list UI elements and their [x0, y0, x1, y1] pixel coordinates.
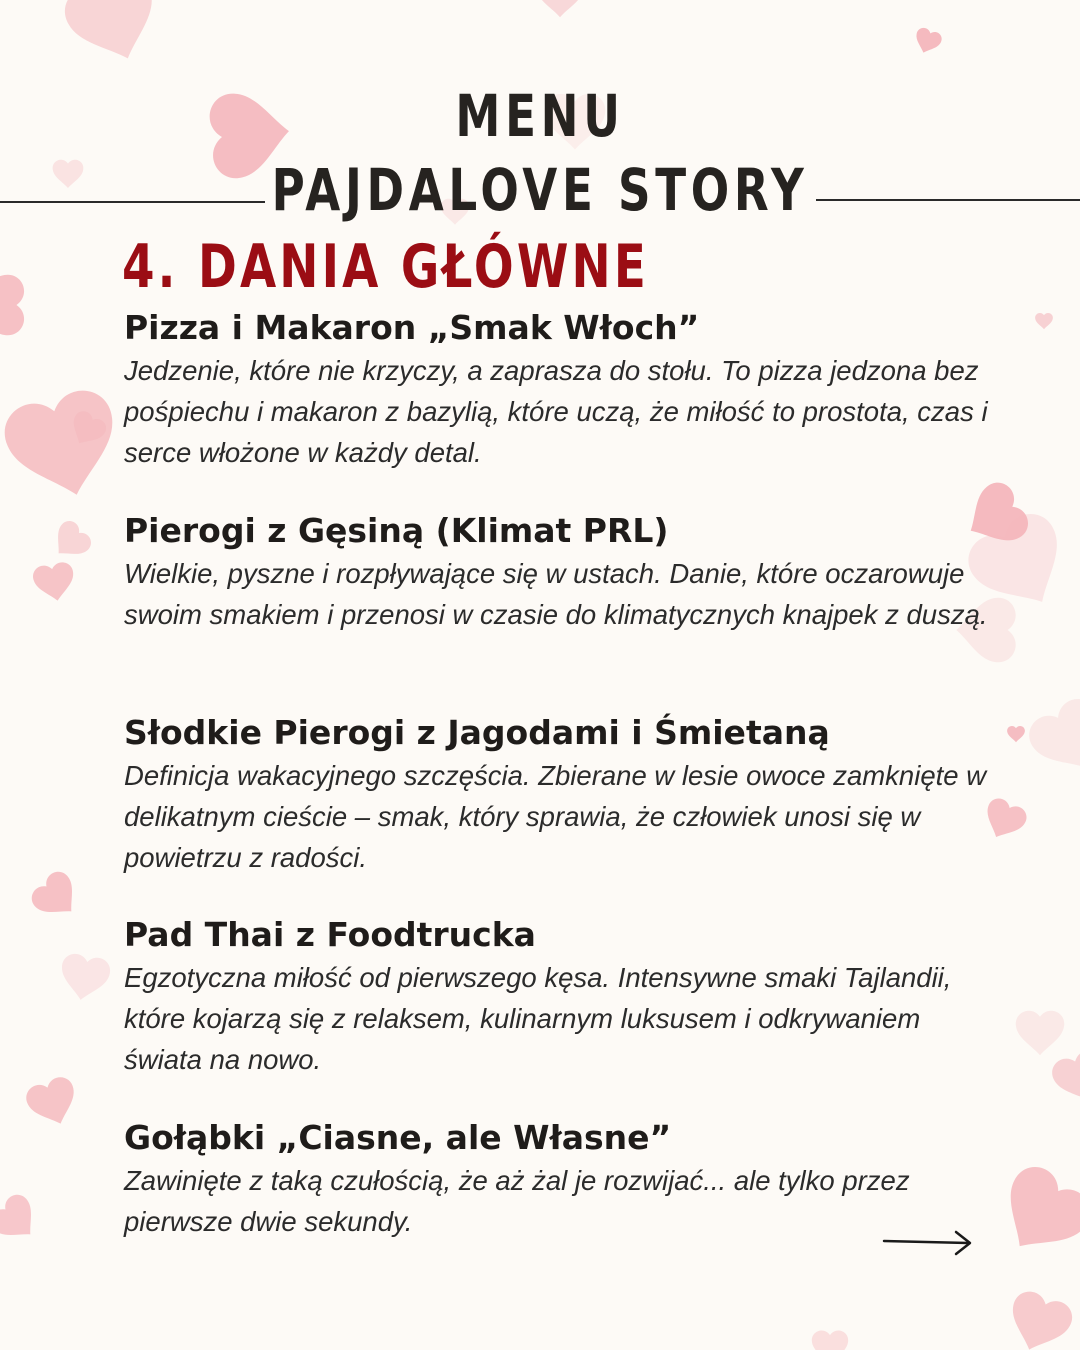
dish-name: Gołąbki „Ciasne, ale Własne” [124, 1118, 672, 1157]
dish-name: Pierogi z Gęsiną (Klimat PRL) [124, 511, 669, 550]
heart-icon [812, 1331, 848, 1350]
dish-name: Pad Thai z Foodtrucka [124, 915, 536, 954]
dish-description: Wielkie, pyszne i rozpływające się w ustach. Danie, które oczarowuje swoim smakiem i przenosi w czasie do klimatycznych knajpek z duszą. [124, 558, 988, 630]
dish-item [124, 913, 1004, 1080]
menu-title: MENU [455, 82, 625, 150]
section-title: 4. DANIA GŁÓWNE [122, 232, 649, 302]
heart-icon [27, 867, 87, 927]
dish-item [124, 1116, 1004, 1242]
dish-description: Egzotyczna miłość od pierwszego kęsa. Intensywne smaki Tajlandii, które kojarzą się z relaksem, kulinarnym luksusem i odkrywaniem świata na nowo. [124, 962, 952, 1075]
heart-icon [23, 1074, 84, 1132]
heart-icon [1016, 1011, 1064, 1055]
dish-item [124, 711, 1004, 878]
heart-icon [1035, 313, 1053, 329]
arrow-right-icon[interactable] [882, 1228, 974, 1258]
heart-icon [1001, 1287, 1077, 1350]
heart-icon [58, 0, 169, 74]
heart-icon [0, 1190, 46, 1250]
heart-icon [57, 952, 112, 1004]
dish-name: Pizza i Makaron „Smak Włoch” [124, 308, 700, 347]
dish-description: Zawinięte z taką czułością, że aż żal je rozwijać... ale tylko przez pierwsze dwie sekundy. [124, 1165, 910, 1237]
divider-left [0, 201, 265, 203]
dish-item [124, 306, 1004, 473]
heart-icon [536, 0, 584, 17]
heart-icon [0, 275, 24, 336]
heart-icon [911, 26, 943, 57]
dish-name: Słodkie Pierogi z Jagodami i Śmietaną [124, 713, 830, 752]
heart-icon [46, 517, 95, 566]
heart-icon [53, 160, 84, 188]
dish-item [124, 509, 1004, 635]
divider-right [816, 199, 1080, 201]
heart-icon [1007, 726, 1025, 742]
restaurant-title: PAJDALOVE STORY [271, 156, 809, 224]
heart-icon [0, 384, 129, 509]
heart-icon [1022, 692, 1080, 786]
heart-icon [31, 561, 77, 604]
dish-description: Jedzenie, które nie krzyczy, a zaprasza do stołu. To pizza jedzona bez pośpiechu i makaron z bazylią, które uczą, że miłość to prostota, czas i serce włożone w każdy detal. [124, 355, 988, 468]
dish-description: Definicja wakacyjnego szczęścia. Zbierane w lesie owoce zamknięte w delikatnym cieście – smak, który sprawia, że człowiek unosi się w powietrzu z radości. [124, 760, 987, 873]
heart-icon [1048, 1046, 1080, 1109]
